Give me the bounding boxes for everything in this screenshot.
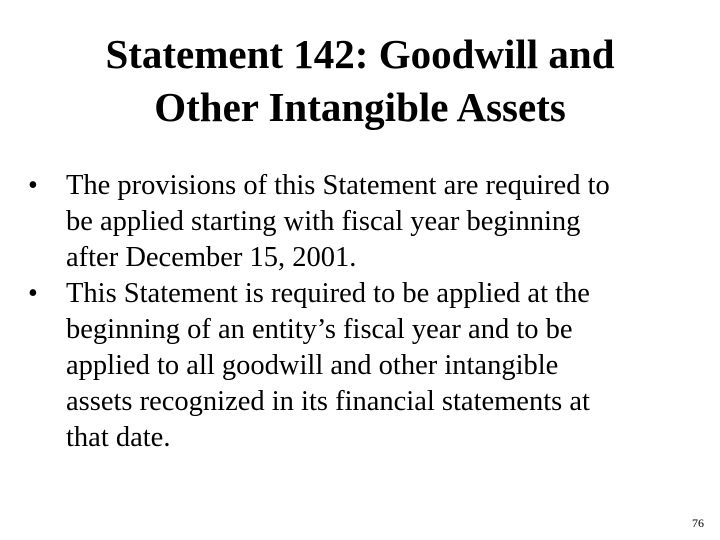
bullet-list xyxy=(28,168,708,456)
bullet-text-line: The provisions of this Statement are required to xyxy=(66,170,610,201)
title-line: Statement 142: Goodwill and xyxy=(105,31,615,77)
bullet-item xyxy=(28,168,708,276)
bullet-text-line: This Statement is required to be applied at the xyxy=(66,278,590,309)
page-number: 76 xyxy=(692,516,704,530)
title-line: Other Intangible Assets xyxy=(154,84,566,130)
bullet-text-line: beginning of an entity’s fiscal year and to be xyxy=(66,314,573,345)
slide-title xyxy=(40,28,680,134)
bullet-text-line: applied to all goodwill and other intangible xyxy=(66,350,559,381)
bullet-icon: • xyxy=(28,170,38,201)
bullet-text-line: after December 15, 2001. xyxy=(66,242,357,273)
bullet-text-line: that date. xyxy=(66,422,171,453)
bullet-item xyxy=(28,276,708,456)
bullet-icon: • xyxy=(28,278,38,309)
bullet-text-line: assets recognized in its financial statements at xyxy=(66,386,590,417)
bullet-text-line: be applied starting with fiscal year beginning xyxy=(66,206,581,237)
